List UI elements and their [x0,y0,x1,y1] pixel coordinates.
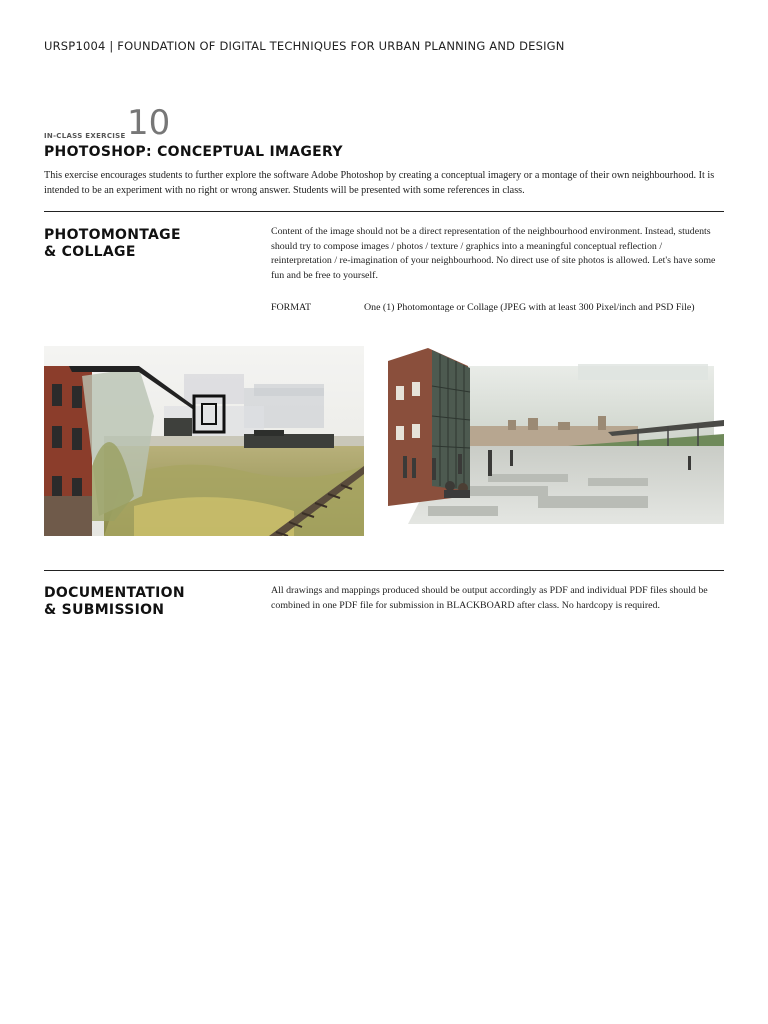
photomontage-heading-line1: PHOTOMONTAGE [44,227,181,243]
documentation-heading-line2: & SUBMISSION [44,602,165,618]
photomontage-heading [44,227,181,261]
photomontage-heading-line2: & COLLAGE [44,244,136,260]
format-value: One (1) Photomontage or Collage (JPEG with at least 300 Pixel/inch and PSD File) [364,302,695,313]
documentation-heading-line1: DOCUMENTATION [44,585,185,601]
format-label: FORMAT [271,302,312,313]
collage-plaza-image [388,346,724,536]
documentation-heading [44,585,185,619]
photomontage-body: Content of the image should not be a direct representation of the neighbourhood environment. Instead, students should try to compose images / photos / texture / graphics into a meaningful conceptual reflection / reinterpretation / re-imagination of your neighbourhood. No direct use of site photos is allowed. Let's have some fun and be free to yourself. [271,226,716,281]
collage-railway-image [44,346,364,536]
exercise-number: 10 [127,103,171,143]
section-divider [44,570,724,571]
section-divider [44,211,724,212]
documentation-body: All drawings and mappings produced should be output accordingly as PDF and individual PDF files should be combined in one PDF file for submission in BLACKBOARD after class. No hardcopy is required. [271,585,708,611]
course-header: URSP1004 | FOUNDATION OF DIGITAL TECHNIQUES FOR URBAN PLANNING AND DESIGN [44,39,565,53]
exercise-intro: This exercise encourages students to further explore the software Adobe Photoshop by creating a conceptual imagery or a montage of their own neighbourhood. It is intended to be an experiment with no right or wrong answer. Students will be presented with some references in class. [44,170,715,196]
exercise-title: PHOTOSHOP: CONCEPTUAL IMAGERY [44,144,343,160]
exercise-label: IN-CLASS EXERCISE [44,132,126,140]
